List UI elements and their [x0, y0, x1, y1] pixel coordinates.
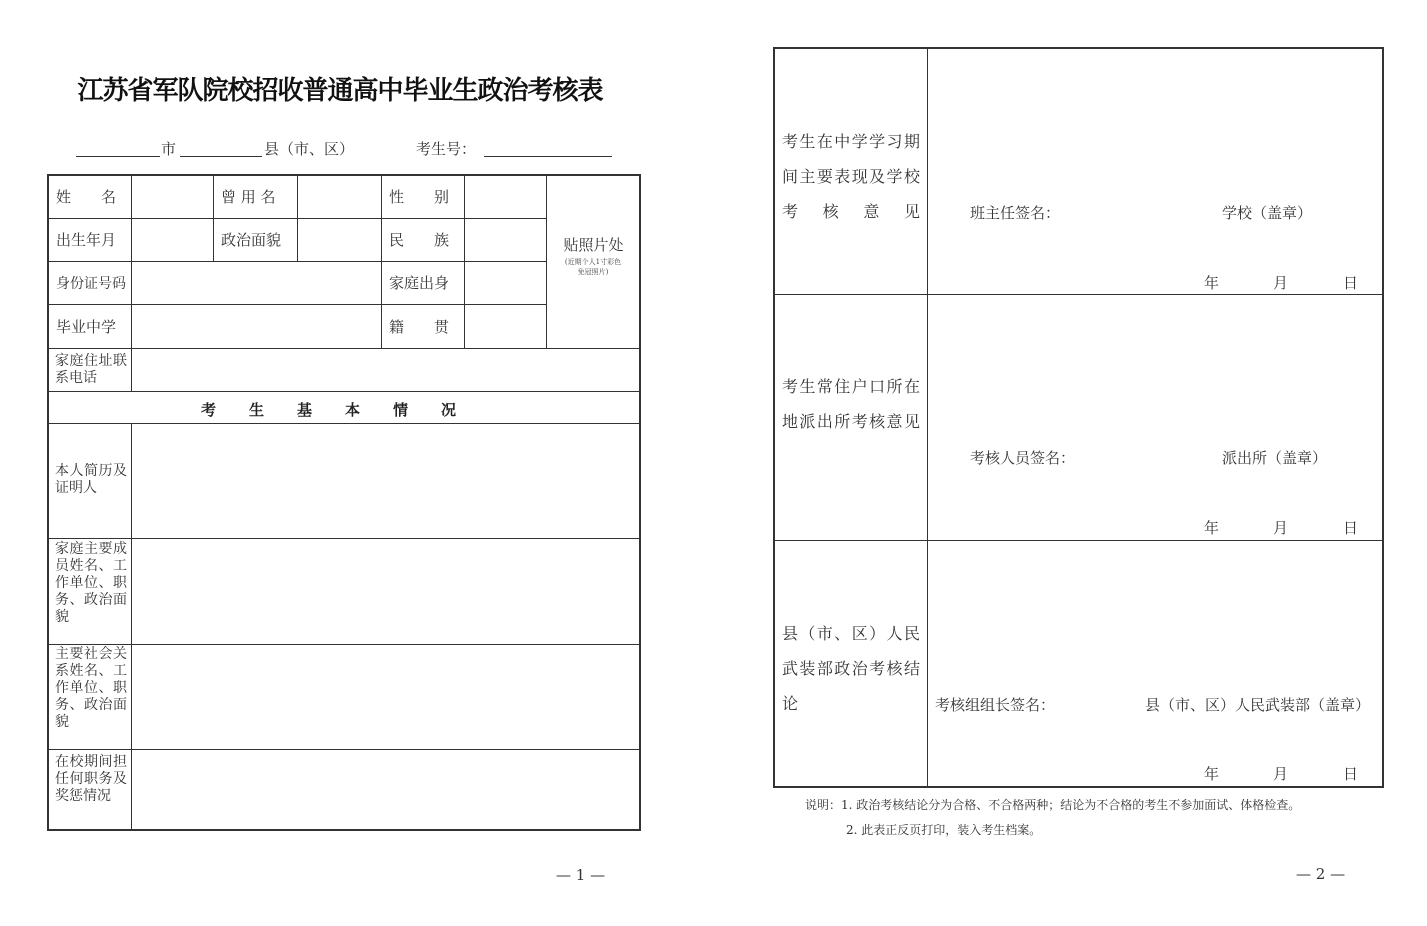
exam-number-field[interactable]	[484, 136, 612, 157]
gender-input[interactable]	[466, 176, 544, 217]
date-year-1: 年	[1204, 274, 1220, 292]
date-month-1: 月	[1273, 274, 1289, 292]
family-members-input[interactable]	[133, 540, 638, 643]
police-seal-label: 派出所（盖章）	[1222, 449, 1328, 467]
date-month-2: 月	[1273, 519, 1289, 537]
examiner-sign-label: 考核人员签名：	[970, 449, 1076, 467]
city-field[interactable]	[76, 136, 160, 157]
head-teacher-sign-label: 班主任签名：	[970, 204, 1061, 222]
address-phone-label: 家庭住址联系电话	[55, 353, 127, 386]
date-year-2: 年	[1204, 519, 1220, 537]
police-review-input[interactable]	[930, 297, 1382, 437]
school-review-label: 考生在中学学习期间主要表现及学校考核意见	[782, 132, 920, 221]
date-day-3: 日	[1343, 765, 1359, 783]
armed-forces-conclusion-input[interactable]	[930, 543, 1382, 683]
social-relations-input[interactable]	[133, 646, 638, 748]
gender-label: 性 别	[389, 188, 450, 206]
id-number-input[interactable]	[133, 263, 379, 303]
school-review-input[interactable]	[930, 50, 1382, 190]
political-status-label: 政治面貌	[221, 231, 282, 249]
political-status-input[interactable]	[299, 220, 379, 260]
section-header: 考生基本情况	[200, 400, 489, 419]
school-duty-input[interactable]	[133, 751, 638, 829]
school-duty-label: 在校期间担任何职务及奖惩情况	[55, 754, 127, 804]
native-place-label: 籍 贯	[389, 317, 450, 336]
birth-input[interactable]	[133, 220, 211, 260]
date-day-2: 日	[1343, 519, 1359, 537]
address-phone-input[interactable]	[133, 350, 638, 390]
family-origin-input[interactable]	[466, 263, 544, 303]
police-review-label: 考生常住户口所在地派出所考核意见	[782, 377, 920, 431]
armed-forces-seal-label: 县（市、区）人民武装部（盖章）	[1145, 696, 1371, 714]
former-name-label: 曾 用 名	[221, 188, 276, 206]
birth-label: 出生年月	[56, 231, 117, 249]
resume-label: 本人简历及证明人	[55, 463, 127, 496]
resume-input[interactable]	[133, 425, 638, 537]
note-line-2: 2. 此表正反页打印，装入考生档案。	[846, 823, 1042, 837]
ethnicity-input[interactable]	[466, 220, 544, 260]
family-origin-label: 家庭出身	[389, 274, 450, 292]
armed-forces-conclusion-label: 县（市、区）人民武装部政治考核结论	[782, 624, 920, 713]
id-number-label: 身份证号码	[56, 275, 126, 292]
note-line-1: 说明：1. 政治考核结论分为合格、不合格两种；结论为不合格的考生不参加面试、体格检查。	[805, 798, 1301, 812]
name-input[interactable]	[133, 176, 211, 217]
city-label: 市	[161, 140, 177, 158]
form-title: 江苏省军队院校招收普通高中毕业生政治考核表	[77, 76, 603, 106]
photo-label: 贴照片处	[563, 235, 624, 254]
date-day-1: 日	[1343, 274, 1359, 292]
school-label: 毕业中学	[56, 317, 117, 336]
date-month-3: 月	[1273, 765, 1289, 783]
name-label: 姓 名	[56, 188, 117, 206]
former-name-input[interactable]	[299, 176, 379, 217]
page-number-2: — 2 —	[1296, 865, 1346, 883]
ethnicity-label: 民 族	[389, 231, 450, 249]
county-label: 县（市、区）	[264, 140, 355, 158]
date-year-3: 年	[1204, 765, 1220, 783]
group-leader-sign-label: 考核组组长签名：	[935, 696, 1056, 714]
exam-number-label: 考生号：	[416, 140, 477, 158]
native-place-input[interactable]	[466, 306, 544, 347]
photo-note: (近期个人1寸彩色免冠照片)	[564, 258, 622, 276]
school-seal-label: 学校（盖章）	[1222, 204, 1313, 222]
page-number-1: — 1 —	[556, 866, 606, 884]
social-relations-label: 主要社会关系姓名、工作单位、职务、政治面貌	[55, 646, 127, 730]
county-field[interactable]	[180, 136, 262, 157]
school-input[interactable]	[133, 306, 379, 347]
family-members-label: 家庭主要成员姓名、工作单位、职务、政治面貌	[55, 541, 127, 625]
